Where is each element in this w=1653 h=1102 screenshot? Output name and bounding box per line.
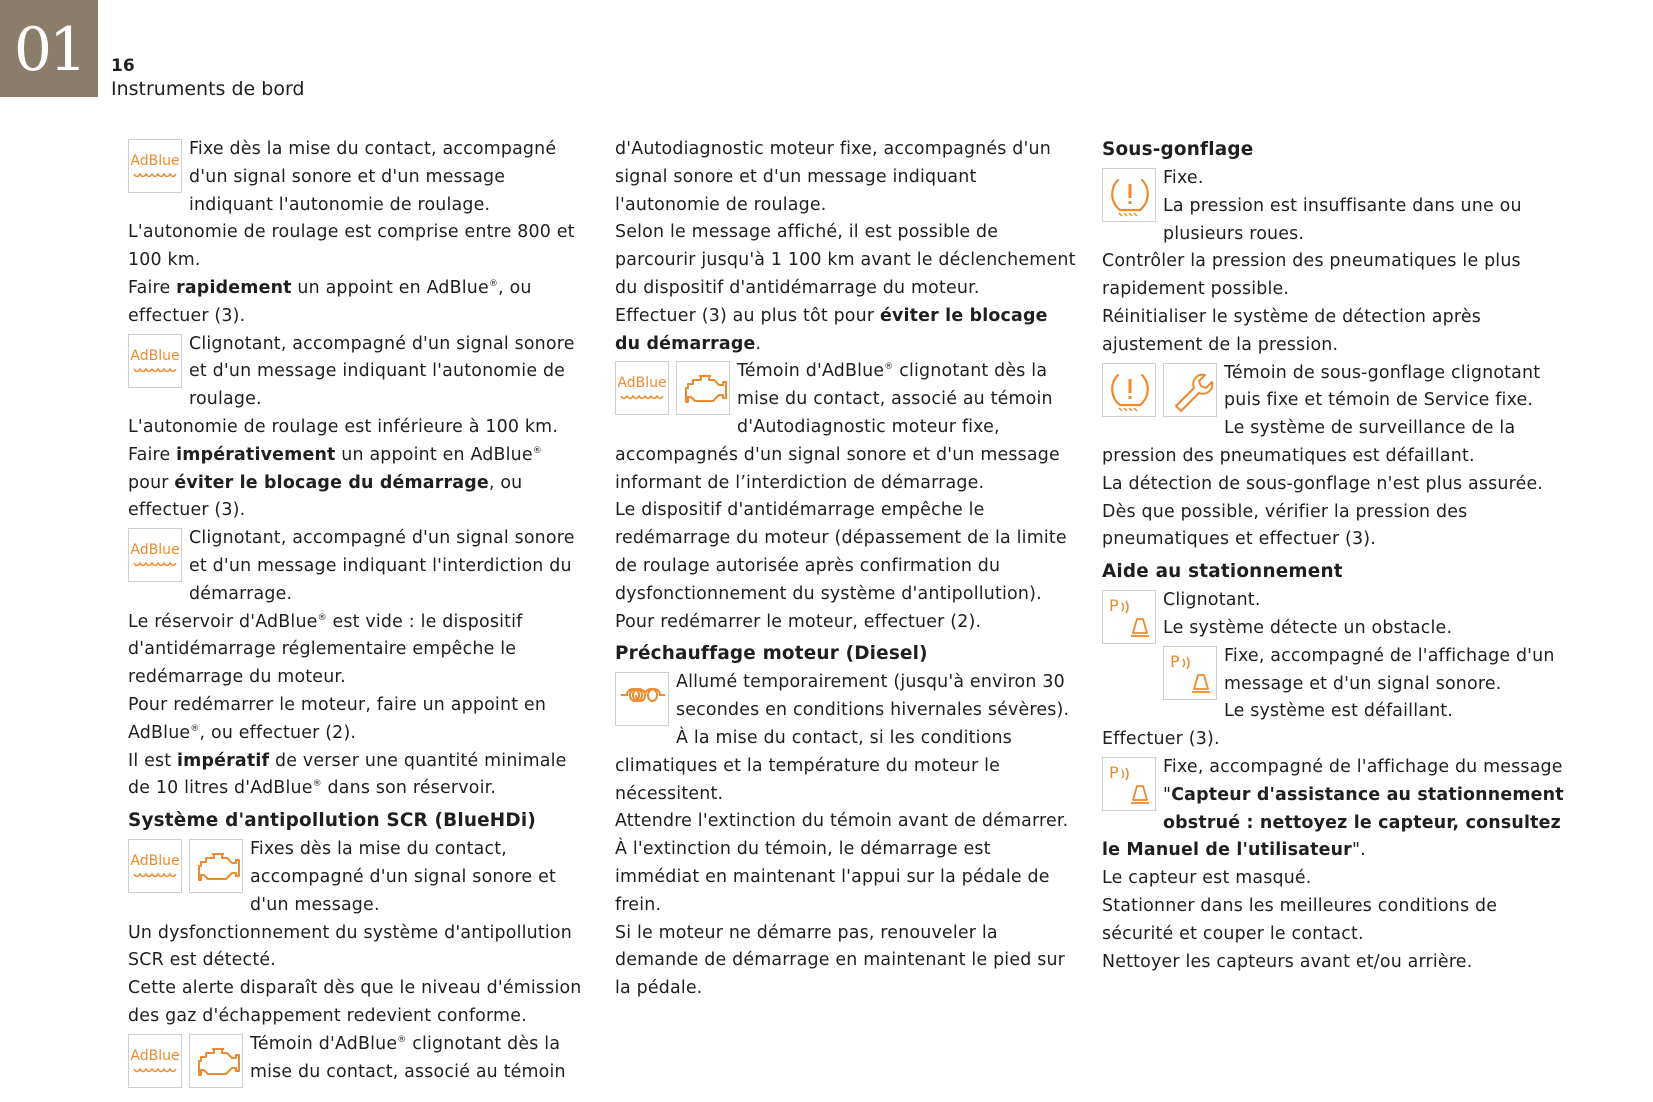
paragraph: AdBlue Témoin d'AdBlue® clignotant dès la mise du contact, associé au témoin d'Autodiagnostic moteur fixe, accompagnés d'un signal sonore et d'un message informant de l’interdiction de démarrage. bbox=[615, 361, 1060, 493]
paragraph: d'Autodiagnostic moteur fixe, accompagnés d'un signal sonore et d'un message indiquant l'autonomie de roulage. bbox=[615, 139, 1051, 215]
parking-sensor-icon: P bbox=[1102, 590, 1156, 644]
paragraph: Le système est défaillant. bbox=[1224, 701, 1454, 722]
column-1 bbox=[128, 136, 588, 1088]
section-heading: Système d'antipollution SCR (BlueHDi) bbox=[128, 810, 536, 832]
paragraph: Témoin de sous-gonflage clignotant puis fixe et témoin de Service fixe. bbox=[1102, 360, 1572, 416]
wrench-service-icon bbox=[1163, 363, 1217, 417]
page-number: 16 bbox=[111, 56, 135, 76]
paragraph: À l'extinction du témoin, le démarrage est immédiat en maintenant l'appui sur la pédale de frein. bbox=[615, 839, 1050, 915]
paragraph: Fixe. La pression est insuffisante dans une ou plusieurs roues. bbox=[1102, 165, 1572, 248]
adblue-warning-icon: AdBlue bbox=[128, 139, 182, 193]
column-3 bbox=[1102, 136, 1572, 976]
engine-diagnostic-icon bbox=[189, 1034, 243, 1088]
tyre-pressure-icon bbox=[1102, 363, 1156, 417]
chapter-number: 01 bbox=[13, 15, 85, 85]
paragraph: À la mise du contact, si les conditions climatiques et la température du moteur le nécessitent. bbox=[615, 727, 1013, 804]
paragraph: Le système de surveillance de la pression des pneumatiques est défaillant. bbox=[1102, 418, 1516, 466]
paragraph: Effectuer (3) au plus tôt pour éviter le blocage du démarrage. bbox=[615, 305, 1048, 354]
paragraph: Dès que possible, vérifier la pression des pneumatiques et effectuer (3). bbox=[1102, 501, 1468, 550]
paragraph: Contrôler la pression des pneumatiques le plus rapidement possible. bbox=[1102, 251, 1521, 300]
chapter-badge bbox=[0, 0, 98, 97]
paragraph: Réinitialiser le système de détection après ajustement de la pression. bbox=[1102, 306, 1481, 355]
paragraph: Si le moteur ne démarre pas, renouveler la demande de démarrage en maintenant le pied sur la pédale. bbox=[615, 922, 1066, 999]
paragraph: Il est impératif de verser une quantité minimale de 10 litres d'AdBlue® dans son réservoir. bbox=[128, 750, 567, 799]
paragraph: AdBlue Fixe dès la mise du contact, accompagné d'un signal sonore et d'un message indiquant l'autonomie de roulage. bbox=[128, 136, 588, 219]
adblue-warning-icon: AdBlue bbox=[128, 1034, 182, 1088]
paragraph: P Clignotant. Le système détecte un obstacle. bbox=[1102, 587, 1572, 643]
paragraph: Le dispositif d'antidémarrage empêche le redémarrage du moteur (dépassement de la limite de roulage autorisée après confirmation du dysfonctionnement du système d'antipollution). bbox=[615, 500, 1067, 604]
paragraph: Nettoyer les capteurs avant et/ou arrière. bbox=[1102, 951, 1473, 972]
engine-diagnostic-icon bbox=[189, 839, 243, 893]
paragraph: Pour redémarrer le moteur, faire un appoint en AdBlue®, ou effectuer (2). bbox=[128, 694, 547, 743]
paragraph: P Fixe, accompagné de l'affichage d'un message et d'un signal sonore. bbox=[1102, 643, 1572, 699]
paragraph: Pour redémarrer le moteur, effectuer (2). bbox=[615, 611, 982, 632]
paragraph: Cette alerte disparaît dès que le niveau d'émission des gaz d'échappement redevient conforme. bbox=[128, 978, 582, 1026]
tyre-pressure-icon bbox=[1102, 168, 1156, 222]
glow-plug-icon bbox=[615, 672, 669, 726]
page-title: Instruments de bord bbox=[111, 78, 305, 100]
paragraph: P Fixe, accompagné de l'affichage du message "Capteur d'assistance au stationnement obstrué : nettoyez le capteur, consultez le Manuel de l'utilisateur". bbox=[1102, 756, 1564, 861]
section-heading: Préchauffage moteur (Diesel) bbox=[615, 643, 928, 665]
adblue-warning-icon: AdBlue bbox=[128, 334, 182, 388]
paragraph: Allumé temporairement (jusqu'à environ 30 secondes en conditions hivernales sévères). bbox=[615, 669, 1079, 725]
paragraph: Le réservoir d'AdBlue® est vide : le dispositif d'antidémarrage réglementaire empêche le redémarrage du moteur. bbox=[128, 611, 523, 688]
paragraph: Faire impérativement un appoint en AdBlue® pour éviter le blocage du démarrage, ou effectuer (3). bbox=[128, 444, 542, 521]
paragraph: AdBlue Témoin d'AdBlue® clignotant dès la mise du contact, associé au témoin bbox=[128, 1031, 588, 1087]
section-heading: Sous-gonflage bbox=[1102, 139, 1254, 160]
paragraph: AdBlue Clignotant, accompagné d'un signal sonore et d'un message indiquant l'autonomie de roulage. bbox=[128, 331, 588, 414]
paragraph: L'autonomie de roulage est comprise entre 800 et 100 km. bbox=[128, 222, 575, 271]
parking-sensor-icon: P bbox=[1102, 757, 1156, 811]
adblue-warning-icon: AdBlue bbox=[128, 528, 182, 582]
section-heading: Aide au stationnement bbox=[1102, 561, 1343, 583]
paragraph: Attendre l'extinction du témoin avant de démarrer. bbox=[615, 811, 1069, 832]
paragraph: Faire rapidement un appoint en AdBlue®, ou effectuer (3). bbox=[128, 277, 532, 326]
paragraph: AdBlue Fixes dès la mise du contact, accompagné d'un signal sonore et d'un message. bbox=[128, 836, 588, 919]
column-2 bbox=[615, 136, 1079, 1003]
paragraph: Le capteur est masqué. bbox=[1102, 868, 1312, 889]
adblue-warning-icon: AdBlue bbox=[615, 361, 669, 415]
paragraph: Effectuer (3). bbox=[1102, 729, 1220, 750]
paragraph: L'autonomie de roulage est inférieure à 100 km. bbox=[128, 416, 559, 437]
paragraph: Selon le message affiché, il est possible de parcourir jusqu'à 1 100 km avant le déclenchement du dispositif d'antidémarrage du moteur. bbox=[615, 222, 1076, 298]
paragraph: Un dysfonctionnement du système d'antipollution SCR est détecté. bbox=[128, 922, 572, 971]
paragraph: La détection de sous-gonflage n'est plus assurée. bbox=[1102, 473, 1544, 494]
paragraph: Stationner dans les meilleures conditions de sécurité et couper le contact. bbox=[1102, 895, 1498, 944]
engine-diagnostic-icon bbox=[676, 361, 730, 415]
adblue-warning-icon: AdBlue bbox=[128, 839, 182, 893]
parking-sensor-icon: P bbox=[1163, 646, 1217, 700]
paragraph: AdBlue Clignotant, accompagné d'un signal sonore et d'un message indiquant l'interdiction du démarrage. bbox=[128, 525, 588, 608]
